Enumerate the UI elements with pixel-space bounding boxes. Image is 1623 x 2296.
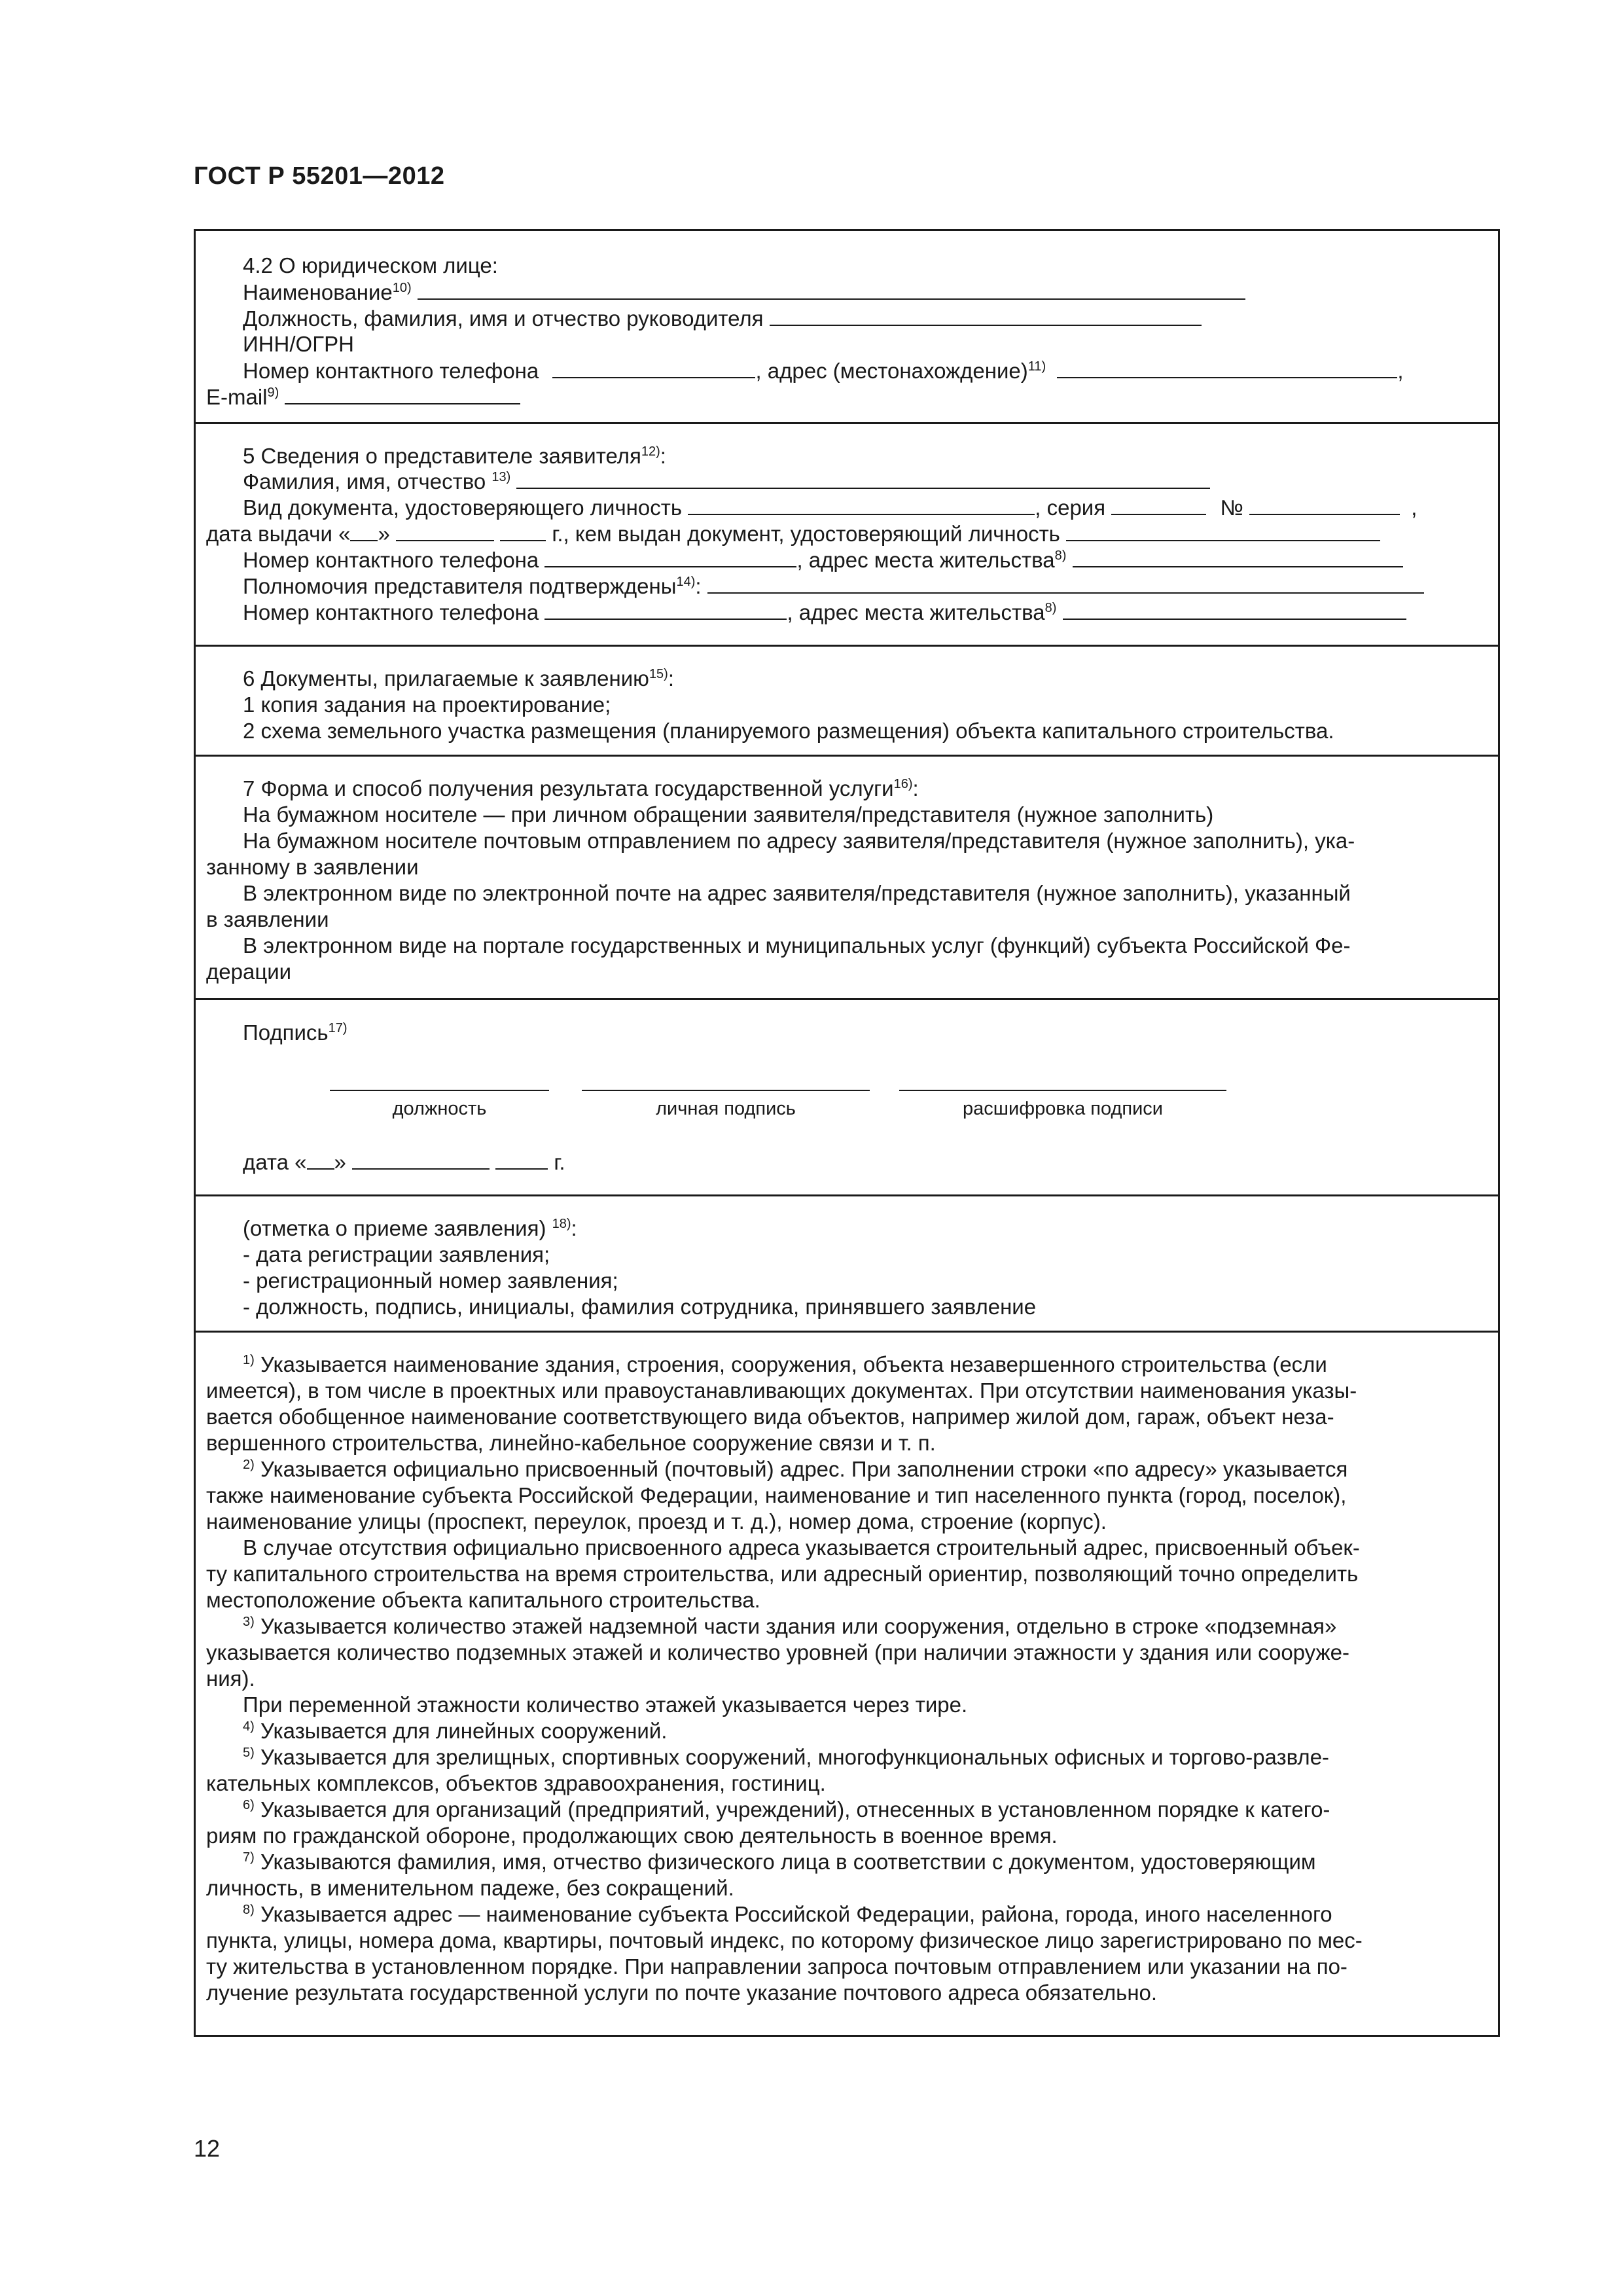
rep-phone-row: Номер контактного телефона , адрес места жительства$^{8)}$ bbox=[243, 547, 1403, 573]
issue-day-field[interactable] bbox=[350, 520, 378, 541]
position-signature-line[interactable] bbox=[330, 1090, 549, 1091]
footnote-3-para: При переменной этажности количество этажей указывается через тире. bbox=[243, 1693, 968, 1717]
org-phone-address-row: Номер контактного телефона , адрес (местонахождение)$^{11)}$ , bbox=[243, 359, 1404, 383]
footnote-8-cont: ту жительства в установленном порядке. При направлении запроса почтовым отправлением или указании на по- bbox=[206, 1954, 1347, 1979]
footnote-6: $^{6)}$ Указывается для организаций (предприятий, учреждений), отнесенных в установленном порядке к катего- bbox=[243, 1797, 1330, 1821]
section-7-title: 7 Форма и способ получения результата государственной услуги$^{16)}$: bbox=[243, 776, 919, 800]
footnote-4: $^{4)}$ Указывается для линейных сооружений. bbox=[243, 1719, 668, 1743]
receipt-mark-title: (отметка о приеме заявления) $^{18)}$: bbox=[243, 1216, 577, 1240]
footnote-7-cont: личность, в именительном падеже, без сокращений. bbox=[206, 1876, 734, 1900]
org-phone-field[interactable] bbox=[552, 357, 755, 378]
email-field[interactable] bbox=[285, 384, 520, 404]
doc-item: 2 схема земельного участка размещения (планируемого размещения) объекта капитального строительства. bbox=[243, 719, 1334, 743]
divider bbox=[196, 1331, 1498, 1333]
delivery-option-cont: в заявлении bbox=[206, 907, 329, 931]
org-name-row: Наименование$^{10)}$ bbox=[243, 279, 1245, 306]
application-form-table bbox=[194, 229, 1500, 2037]
inn-ogrn-label: ИНН/ОГРН bbox=[243, 332, 354, 356]
footnote-2: $^{2)}$ Указывается официально присвоенный (почтовый) адрес. При заполнении строки «по адресу» указывается bbox=[243, 1457, 1348, 1481]
document-code-header: ГОСТ Р 55201—2012 bbox=[194, 162, 445, 190]
delivery-option: На бумажном носителе почтовым отправлением по адресу заявителя/представителя (нужное заполнить), ука- bbox=[243, 829, 1355, 853]
delivery-option-cont: дерации bbox=[206, 960, 292, 984]
sign-year-field[interactable] bbox=[495, 1149, 548, 1170]
rep-power-row: Полномочия представителя подтверждены$^{14)}$: bbox=[243, 573, 1424, 600]
footnote-1-cont: вается обобщенное наименование соответствующего вида объектов, например жилой дом, гараж, объект неза- bbox=[206, 1405, 1334, 1429]
rep-phone-field[interactable] bbox=[544, 547, 796, 567]
decode-caption: расшифровка подписи bbox=[963, 1098, 1163, 1119]
rep-fio-field[interactable] bbox=[516, 468, 1210, 489]
rep-phone2-row: Номер контактного телефона , адрес места жительства$^{8)}$ bbox=[243, 599, 1406, 626]
footnote-5-cont: кательных комплексов, объектов здравоохранения, гостиниц. bbox=[206, 1771, 826, 1795]
personal-signature-line[interactable] bbox=[582, 1090, 870, 1091]
doc-item: 1 копия задания на проектирование; bbox=[243, 692, 611, 717]
position-caption: должность bbox=[392, 1098, 487, 1119]
issuer-field[interactable] bbox=[1066, 520, 1380, 541]
footnote-2-cont: ту капитального строительства на время строительства, или адресный ориентир, позволяющий точно определить bbox=[206, 1562, 1359, 1586]
receipt-item: - должность, подпись, инициалы, фамилия сотрудника, принявшего заявление bbox=[243, 1295, 1037, 1319]
delivery-option-cont: занному в заявлении bbox=[206, 855, 419, 879]
section-4-2-title: 4.2 О юридическом лице: bbox=[243, 253, 498, 278]
footnote-1: $^{1)}$ Указывается наименование здания, строения, сооружения, объекта незавершенного строительства (если bbox=[243, 1352, 1327, 1376]
footnote-3: $^{3)}$ Указывается количество этажей надземной части здания или сооружения, отдельно в строке «подземная» bbox=[243, 1614, 1337, 1638]
org-address-field[interactable] bbox=[1057, 357, 1397, 378]
rep-fio-row: Фамилия, имя, отчество $^{13)}$ bbox=[243, 468, 1210, 495]
issue-year-field[interactable] bbox=[500, 520, 546, 541]
divider bbox=[196, 1194, 1498, 1196]
sign-month-field[interactable] bbox=[352, 1149, 490, 1170]
divider bbox=[196, 998, 1498, 1000]
footnote-3-cont: ния). bbox=[206, 1666, 255, 1691]
decode-signature-line[interactable] bbox=[899, 1090, 1226, 1091]
footnote-8: $^{8)}$ Указывается адрес — наименование субъекта Российской Федерации, района, города, иного населенного bbox=[243, 1902, 1332, 1926]
footnote-8-cont: лучение результата государственной услуги по почте указание почтового адреса обязательно. bbox=[206, 1981, 1158, 2005]
delivery-option: На бумажном носителе — при личном обращении заявителя/представителя (нужное заполнить) bbox=[243, 802, 1214, 827]
rep-series-field[interactable] bbox=[1111, 494, 1206, 515]
rep-phone2-field[interactable] bbox=[544, 599, 787, 620]
receipt-item: - регистрационный номер заявления; bbox=[243, 1268, 618, 1293]
footnote-1-cont: имеется), в том числе в проектных или правоустанавливающих документах. При отсутствии наименования указы- bbox=[206, 1378, 1357, 1403]
footnote-3-cont: указывается количество подземных этажей и количество уровней (при наличии этажности у здания или сооруже- bbox=[206, 1640, 1349, 1664]
section-6-title: 6 Документы, прилагаемые к заявлению$^{15)}$: bbox=[243, 666, 675, 691]
signature-title: Подпись$^{17)}$ bbox=[243, 1020, 348, 1045]
footnote-2-cont: наименование улицы (проспект, переулок, проезд и т. д.), номер дома, строение (корпус). bbox=[206, 1509, 1107, 1534]
head-field[interactable] bbox=[770, 305, 1202, 326]
org-name-field[interactable] bbox=[418, 279, 1245, 300]
footnote-7: $^{7)}$ Указываются фамилия, имя, отчество физического лица в соответствии с документом, удостоверяющим bbox=[243, 1850, 1316, 1874]
rep-doc-row: Вид документа, удостоверяющего личность , серия № , bbox=[243, 495, 1418, 520]
footnote-2-cont: также наименование субъекта Российской Федерации, наименование и тип населенного пункта (город, поселок), bbox=[206, 1483, 1347, 1507]
footnote-1-cont: вершенного строительства, линейно-кабельное сооружение связи и т. п. bbox=[206, 1431, 936, 1455]
section-5-title: 5 Сведения о представителе заявителя$^{12)}$: bbox=[243, 444, 666, 468]
footnote-2-cont: местоположение объекта капитального строительства. bbox=[206, 1588, 760, 1612]
footnote-8-cont: пункта, улицы, номера дома, квартиры, почтовый индекс, по которому физическое лицо зарегистрировано по мес- bbox=[206, 1928, 1363, 1952]
footnote-2-para: В случае отсутствия официально присвоенного адреса указывается строительный адрес, присвоенный объек- bbox=[243, 1535, 1360, 1560]
email-row: E-mail$^{9)}$ bbox=[206, 384, 520, 410]
rep-number-field[interactable] bbox=[1249, 494, 1400, 515]
divider bbox=[196, 645, 1498, 647]
delivery-option: В электронном виде по электронной почте на адрес заявителя/представителя (нужное заполнить), указанный bbox=[243, 881, 1351, 905]
delivery-option: В электронном виде на портале государственных и муниципальных услуг (функций) субъекта Российской Фе- bbox=[243, 933, 1351, 958]
rep-doc-field[interactable] bbox=[688, 494, 1035, 515]
page-number: 12 bbox=[194, 2135, 221, 2162]
footnote-5: $^{5)}$ Указывается для зрелищных, спортивных сооружений, многофункциональных офисных и торгово-развле- bbox=[243, 1745, 1330, 1769]
rep-issue-row: дата выдачи « » г., кем выдан документ, удостоверяющий личность bbox=[206, 520, 1380, 547]
rep-power-field[interactable] bbox=[707, 573, 1424, 594]
receipt-item: - дата регистрации заявления; bbox=[243, 1242, 550, 1266]
rep-address-field[interactable] bbox=[1073, 547, 1403, 567]
sign-day-field[interactable] bbox=[307, 1149, 334, 1170]
footnote-6-cont: риям по гражданской обороне, продолжающих свою деятельность в военное время. bbox=[206, 1823, 1058, 1848]
signature-date-row: дата « » г. bbox=[243, 1150, 565, 1174]
rep-address2-field[interactable] bbox=[1063, 599, 1406, 620]
divider bbox=[196, 422, 1498, 424]
head-row: Должность, фамилия, имя и отчество руководителя bbox=[243, 305, 1202, 332]
personal-signature-caption: личная подпись bbox=[656, 1098, 796, 1119]
issue-month-field[interactable] bbox=[396, 520, 494, 541]
divider bbox=[196, 755, 1498, 757]
